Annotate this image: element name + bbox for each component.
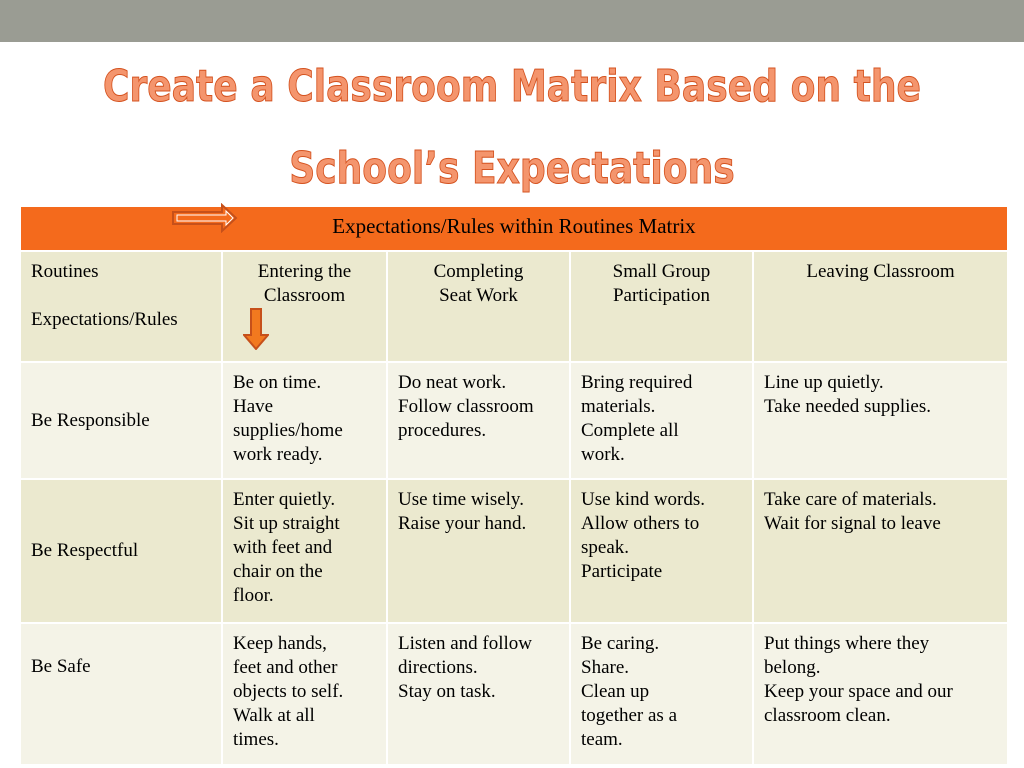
page-title xyxy=(92,46,932,210)
cell-line: Take care of materials. xyxy=(764,489,937,510)
matrix-row-responsible xyxy=(20,362,1008,479)
cell-line: belong. xyxy=(764,657,821,678)
arrow-down-icon xyxy=(243,308,269,350)
cell-line: Walk at all xyxy=(233,705,315,726)
routines-matrix-table xyxy=(19,205,1009,766)
cell-line: Be caring. xyxy=(581,633,660,654)
column-header-leaving xyxy=(753,251,1008,362)
cell-line: Share. xyxy=(581,657,630,678)
title-line-1: Create a Classroom Matrix Based on the xyxy=(102,61,922,112)
column-header-line: Completing xyxy=(433,261,524,282)
matrix-cell xyxy=(387,623,570,765)
matrix-cell xyxy=(753,623,1008,765)
cell-line: Participate xyxy=(581,561,663,582)
cell-line: times. xyxy=(233,729,279,750)
corner-routines: Routines xyxy=(31,261,99,282)
cell-line: Put things where they xyxy=(764,633,930,654)
cell-line: materials. xyxy=(581,396,656,417)
cell-line: feet and other xyxy=(233,657,338,678)
column-header-line: Seat Work xyxy=(439,285,518,306)
column-header-line: Classroom xyxy=(263,285,346,306)
matrix-cell xyxy=(570,623,753,765)
matrix-cell xyxy=(570,362,753,479)
title-line-2: School’s Expectations xyxy=(289,143,735,194)
cell-line: Use kind words. xyxy=(581,489,706,510)
cell-line: supplies/home xyxy=(233,420,343,441)
matrix-cell xyxy=(222,623,387,765)
column-header-seat-work xyxy=(387,251,570,362)
corner-expectations: Expectations/Rules xyxy=(31,309,178,330)
column-header-line: Participation xyxy=(612,285,711,306)
arrow-right-outline-icon xyxy=(172,203,238,233)
matrix-cell xyxy=(222,362,387,479)
cell-line: Clean up xyxy=(581,681,650,702)
cell-line: objects to self. xyxy=(233,681,344,702)
cell-line: Listen and follow xyxy=(398,633,533,654)
matrix-row-safe xyxy=(20,623,1008,765)
top-band xyxy=(0,0,1024,42)
cell-line: team. xyxy=(581,729,623,750)
cell-line: floor. xyxy=(233,585,274,606)
cell-line: directions. xyxy=(398,657,478,678)
cell-line: Complete all xyxy=(581,420,679,441)
cell-line: Allow others to xyxy=(581,513,700,534)
cell-line: Keep hands, xyxy=(233,633,327,654)
cell-line: chair on the xyxy=(233,561,323,582)
cell-line: classroom clean. xyxy=(764,705,891,726)
row-label-safe: Be Safe xyxy=(20,623,222,765)
cell-line: Enter quietly. xyxy=(233,489,336,510)
cell-line: Have xyxy=(233,396,274,417)
cell-line: Keep your space and our xyxy=(764,681,953,702)
cell-line: together as a xyxy=(581,705,678,726)
cell-line: Sit up straight xyxy=(233,513,340,534)
matrix-cell xyxy=(753,479,1008,623)
cell-line: with feet and xyxy=(233,537,333,558)
cell-line: Take needed supplies. xyxy=(764,396,931,417)
cell-line: Wait for signal to leave xyxy=(764,513,941,534)
column-header-row xyxy=(20,251,1008,362)
cell-line: procedures. xyxy=(398,420,487,441)
column-header-line: Small Group xyxy=(612,261,711,282)
matrix-caption-text: Expectations/Rules within Routines Matrix xyxy=(332,214,696,238)
cell-line: work ready. xyxy=(233,444,323,465)
cell-line: speak. xyxy=(581,537,630,558)
matrix-cell xyxy=(753,362,1008,479)
column-header-line: Entering the xyxy=(257,261,352,282)
matrix-cell xyxy=(387,479,570,623)
matrix-caption xyxy=(20,206,1008,251)
cell-line: Bring required xyxy=(581,372,693,393)
cell-line: work. xyxy=(581,444,625,465)
column-header-line: Leaving Classroom xyxy=(806,261,955,282)
cell-line: Follow classroom xyxy=(398,396,534,417)
matrix-row-respectful xyxy=(20,479,1008,623)
cell-line: Be on time. xyxy=(233,372,322,393)
cell-line: Line up quietly. xyxy=(764,372,884,393)
row-label-responsible: Be Responsible xyxy=(20,362,222,479)
row-label-respectful: Be Respectful xyxy=(20,479,222,623)
corner-cell xyxy=(20,251,222,362)
column-header-small-group xyxy=(570,251,753,362)
cell-line: Do neat work. xyxy=(398,372,507,393)
cell-line: Stay on task. xyxy=(398,681,496,702)
matrix-cell xyxy=(570,479,753,623)
cell-line: Raise your hand. xyxy=(398,513,527,534)
matrix-cell xyxy=(222,479,387,623)
matrix-cell xyxy=(387,362,570,479)
cell-line: Use time wisely. xyxy=(398,489,524,510)
